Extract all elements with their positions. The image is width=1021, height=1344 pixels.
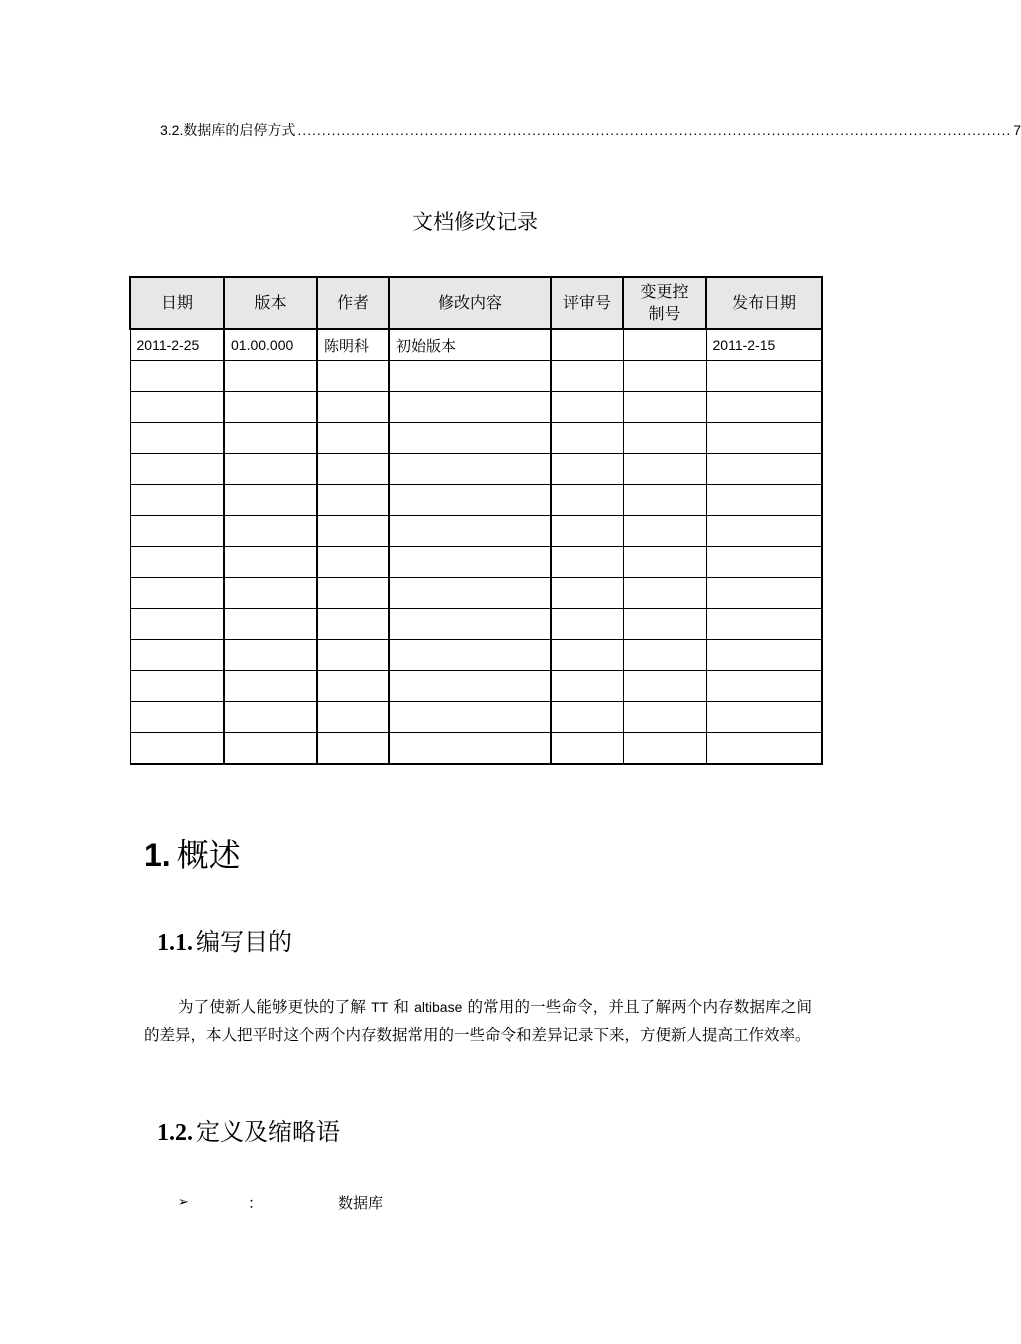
empty-cell — [706, 547, 822, 578]
empty-cell — [317, 733, 389, 765]
empty-cell — [130, 640, 224, 671]
empty-cell — [389, 640, 551, 671]
section-heading-1-1: 1.1. 编写目的 — [157, 928, 292, 956]
empty-cell — [224, 547, 317, 578]
empty-cell — [623, 671, 706, 702]
table-row-empty — [130, 547, 822, 578]
empty-cell — [224, 640, 317, 671]
empty-cell — [130, 485, 224, 516]
empty-cell — [130, 392, 224, 423]
empty-cell — [130, 702, 224, 733]
empty-cell — [551, 392, 623, 423]
empty-cell — [130, 609, 224, 640]
empty-cell — [317, 516, 389, 547]
table-row-empty — [130, 423, 822, 454]
empty-cell — [130, 454, 224, 485]
empty-cell — [224, 392, 317, 423]
empty-cell — [623, 640, 706, 671]
empty-cell — [551, 454, 623, 485]
toc-page-number: 7 — [1013, 122, 1021, 138]
table-row-empty — [130, 702, 822, 733]
empty-cell — [706, 516, 822, 547]
empty-cell — [706, 578, 822, 609]
empty-cell — [224, 733, 317, 765]
empty-cell — [623, 485, 706, 516]
empty-cell — [130, 516, 224, 547]
empty-cell — [551, 423, 623, 454]
empty-cell — [551, 485, 623, 516]
empty-cell — [706, 423, 822, 454]
empty-cell — [317, 609, 389, 640]
empty-cell — [706, 361, 822, 392]
empty-cell — [130, 547, 224, 578]
definition-list-item — [178, 1192, 383, 1213]
empty-cell — [706, 392, 822, 423]
toc-number: 3.2. — [160, 122, 184, 138]
col-header-review-no: 评审号 — [551, 277, 623, 329]
empty-cell — [551, 733, 623, 765]
empty-cell — [389, 578, 551, 609]
col-header-author: 作者 — [317, 277, 389, 329]
empty-cell — [224, 609, 317, 640]
empty-cell — [551, 640, 623, 671]
empty-cell — [623, 609, 706, 640]
col-header-date: 日期 — [130, 277, 224, 329]
empty-cell — [706, 609, 822, 640]
empty-cell — [551, 609, 623, 640]
empty-cell — [551, 578, 623, 609]
empty-cell — [224, 702, 317, 733]
empty-cell — [623, 454, 706, 485]
empty-cell — [317, 392, 389, 423]
col-header-change-ctrl: 变更控 制号 — [623, 277, 706, 329]
empty-cell — [317, 671, 389, 702]
table-row-empty — [130, 516, 822, 547]
table-row — [130, 329, 822, 361]
empty-cell — [706, 671, 822, 702]
empty-cell — [130, 671, 224, 702]
revision-record-title: 文档修改记录 — [412, 210, 538, 234]
empty-cell — [130, 733, 224, 765]
cell-change-ctrl — [623, 329, 706, 361]
section-heading-1: 1. 概述 — [144, 836, 241, 874]
empty-cell — [224, 361, 317, 392]
cell-content: 初始版本 — [389, 329, 551, 361]
empty-cell — [623, 423, 706, 454]
empty-cell — [706, 485, 822, 516]
empty-cell — [389, 733, 551, 765]
empty-cell — [317, 547, 389, 578]
table-row-empty — [130, 578, 822, 609]
empty-cell — [389, 516, 551, 547]
empty-cell — [317, 485, 389, 516]
section-heading-1-2: 1.2. 定义及缩略语 — [157, 1118, 340, 1146]
definition-colon: ： — [248, 1194, 264, 1212]
toc-leader-dots: .................................................................................................................................................. — [297, 122, 1012, 138]
empty-cell — [551, 671, 623, 702]
empty-cell — [130, 578, 224, 609]
empty-cell — [224, 423, 317, 454]
empty-cell — [551, 702, 623, 733]
table-header-row — [130, 277, 822, 329]
empty-cell — [706, 640, 822, 671]
cell-date: 2011-2-25 — [130, 329, 224, 361]
empty-cell — [623, 547, 706, 578]
toc-title: 数据库的启停方式 — [183, 123, 296, 139]
empty-cell — [224, 485, 317, 516]
empty-cell — [389, 547, 551, 578]
empty-cell — [389, 454, 551, 485]
empty-cell — [389, 361, 551, 392]
empty-cell — [317, 702, 389, 733]
empty-cell — [389, 702, 551, 733]
table-row-empty — [130, 485, 822, 516]
empty-cell — [317, 423, 389, 454]
empty-cell — [623, 702, 706, 733]
definition-text: 数据库 — [338, 1194, 384, 1212]
empty-cell — [623, 516, 706, 547]
col-header-version: 版本 — [224, 277, 317, 329]
toc-entry[interactable] — [160, 120, 1021, 140]
table-row-empty — [130, 454, 822, 485]
empty-cell — [623, 361, 706, 392]
table-row-empty — [130, 392, 822, 423]
empty-cell — [317, 361, 389, 392]
cell-version: 01.00.000 — [224, 329, 317, 361]
empty-cell — [389, 423, 551, 454]
empty-cell — [706, 702, 822, 733]
empty-cell — [551, 547, 623, 578]
empty-cell — [130, 361, 224, 392]
cell-review-no — [551, 329, 623, 361]
table-row-empty — [130, 640, 822, 671]
empty-cell — [317, 640, 389, 671]
empty-cell — [623, 578, 706, 609]
arrow-bullet-icon: ➢ — [178, 1195, 189, 1210]
empty-cell — [706, 733, 822, 765]
empty-cell — [623, 733, 706, 765]
empty-cell — [389, 392, 551, 423]
empty-cell — [224, 578, 317, 609]
empty-cell — [551, 516, 623, 547]
empty-cell — [224, 671, 317, 702]
table-row-empty — [130, 733, 822, 765]
empty-cell — [130, 423, 224, 454]
cell-release-date: 2011-2-15 — [706, 329, 822, 361]
empty-cell — [551, 361, 623, 392]
cell-author: 陈明科 — [317, 329, 389, 361]
empty-cell — [389, 671, 551, 702]
empty-cell — [389, 609, 551, 640]
col-header-release-date: 发布日期 — [706, 277, 822, 329]
empty-cell — [224, 516, 317, 547]
col-header-content: 修改内容 — [389, 277, 551, 329]
empty-cell — [623, 392, 706, 423]
empty-cell — [706, 454, 822, 485]
revision-table — [129, 276, 823, 765]
empty-cell — [224, 454, 317, 485]
table-row-empty — [130, 361, 822, 392]
table-row-empty — [130, 609, 822, 640]
purpose-paragraph: 为了使新人能够更快的了解 TT 和 altibase 的常用的一些命令，并且了解两个内存数据库之间的差异，本人把平时这个两个内存数据常用的一些命令和差异记录下来，方便新人提高工作效率。 — [144, 998, 812, 1044]
table-row-empty — [130, 671, 822, 702]
empty-cell — [317, 454, 389, 485]
empty-cell — [389, 485, 551, 516]
empty-cell — [317, 578, 389, 609]
